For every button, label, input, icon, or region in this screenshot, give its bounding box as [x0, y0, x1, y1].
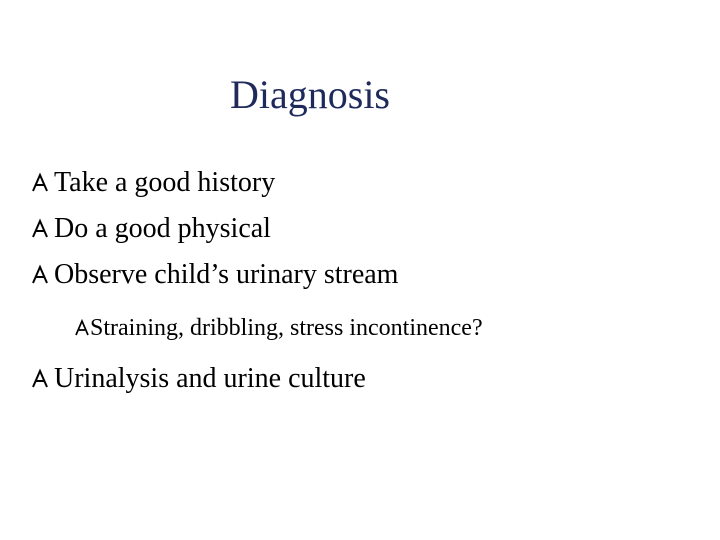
bullet-text: Take a good history — [54, 167, 276, 198]
bullet-text: Do a good physical — [54, 213, 271, 244]
caret-bullet-icon — [30, 252, 54, 298]
bullet-item — [30, 356, 690, 402]
caret-bullet-icon — [30, 356, 54, 402]
bullet-text: Urinalysis and urine culture — [54, 363, 366, 394]
bullet-item — [30, 160, 690, 206]
bullet-item — [30, 206, 690, 252]
bullet-text: Observe child’s urinary stream — [54, 259, 399, 290]
slide-title: Diagnosis — [230, 72, 390, 117]
caret-bullet-icon — [30, 160, 54, 206]
bullet-item — [30, 252, 690, 298]
caret-bullet-icon — [30, 206, 54, 252]
bullet-list — [30, 160, 690, 402]
sub-bullet-item — [30, 308, 690, 348]
sub-bullet-text: Straining, dribbling, stress incontinence? — [90, 315, 483, 341]
caret-bullet-icon — [74, 308, 90, 348]
